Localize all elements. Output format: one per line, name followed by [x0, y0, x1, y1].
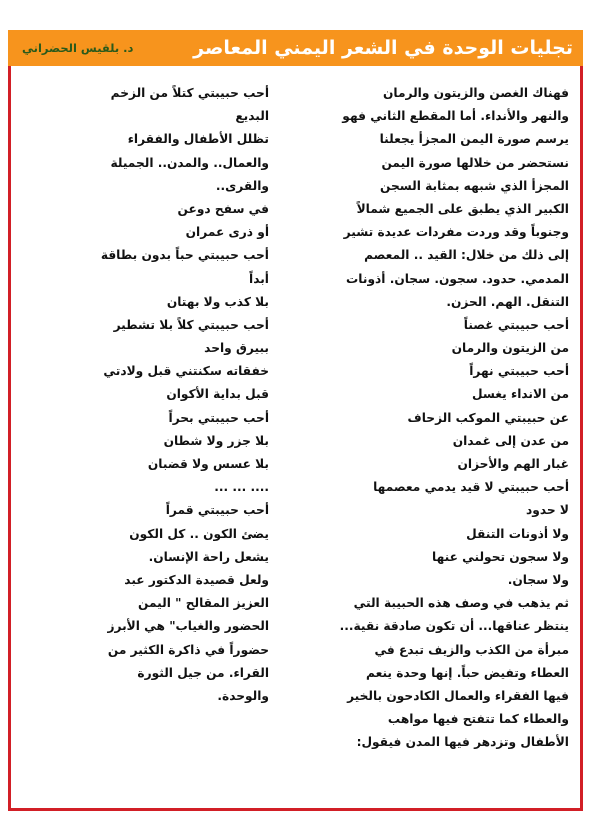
left-column-line: أحب حبيبتي حباً بدون بطاقة — [100, 248, 269, 263]
right-column-line: ولا سجون تحولني عنها — [432, 549, 569, 564]
left-column-line: أحب حبيبتي بحراً — [168, 410, 269, 425]
right-column-line: فيها الفقراء والعمال الكادحون بالخير — [347, 688, 569, 703]
left-column-line: والعمال.. والمدن.. الجميلة — [110, 155, 269, 170]
right-column-line: والعطاء كما تتفتح فيها مواهب — [387, 712, 569, 727]
right-column-line: أحب حبيبتي غصناً — [463, 317, 569, 332]
right-column-line: ولا أذونات التنقل — [466, 526, 569, 541]
left-column-line: أبداً — [249, 271, 269, 286]
left-column-line: بلا كذب ولا بهتان — [166, 294, 269, 309]
right-column-line: فهناك الغصن والزيتون والرمان — [382, 86, 569, 100]
right-column-line: نستحضر من خلالها صورة اليمن — [381, 155, 569, 170]
right-column-line: مبرأة من الكذب والزيف تبدع في — [374, 642, 569, 657]
right-column — [303, 82, 569, 754]
right-column-line: لا حدود — [526, 503, 569, 518]
right-column-line: عن حبيبتي الموكب الزحاف — [407, 410, 569, 425]
right-column-line: المجزأ الذي شبهه بمثابة السجن — [380, 178, 569, 193]
left-column-line: والوحدة. — [217, 688, 269, 703]
right-column-line: ثم يذهب في وصف هذه الحبيبة التي — [353, 596, 569, 611]
left-column-line: ببيرق واحد — [204, 341, 269, 356]
left-column-line: في سفح دوعن — [177, 201, 269, 216]
right-column-line: العطاء وتفيض حباً. إنها وحدة ينعم — [366, 665, 569, 680]
right-column-line: إلى ذلك من خلال: القيد .. المعصم — [364, 248, 569, 263]
right-column-line: من الانداء يغسل — [471, 387, 569, 402]
right-column-line: الكبير الذي يطبق على الجميع شمالاً — [356, 201, 569, 216]
left-column-line: خفقاته سكنتني قبل ولادتي — [103, 364, 269, 379]
right-column-line: ينتظر عناقها... أن تكون صادقة نقية... — [339, 619, 569, 634]
page-header — [8, 30, 583, 66]
left-column-line: القراء. من جيل الثورة — [137, 665, 269, 680]
left-column-line: يشعل راحة الإنسان. — [148, 549, 269, 564]
right-column-line: المدمي. حدود. سجون. سجان. أذونات — [346, 271, 569, 286]
author-name: د. بلقيس الحضراني — [22, 41, 134, 55]
right-column-line: أحب حبيبتي نهراً — [469, 364, 569, 379]
right-column-line: من عدن إلى غمدان — [452, 433, 569, 448]
right-column-line: يرسم صورة اليمن المجزأ يجعلنا — [379, 132, 569, 147]
left-column-line: يضئ الكون .. كل الكون — [129, 526, 269, 541]
right-column-line: أحب حبيبتي لا قيد يدمي معصمها — [373, 480, 569, 495]
left-column-line: حضوراً في ذاكرة الكثير من — [107, 642, 269, 657]
left-column-line: أو ذرى عمران — [185, 225, 269, 240]
right-column-line: التنقل. الهم. الحزن. — [446, 294, 569, 309]
left-column-line: البديع — [235, 109, 269, 124]
right-column-line: وجنوباً وقد وردت مفردات عديدة تشير — [343, 225, 569, 240]
left-column-line: ولعل قصيدة الدكتور عبد — [124, 572, 269, 587]
left-column-line: أحب حبيبتي قمراً — [165, 503, 269, 518]
left-column-line: بلا عسس ولا قضبان — [147, 457, 269, 471]
left-column-line: الحضور والغياب" هي الأبرز — [107, 619, 269, 634]
right-column-line: غبار الهم والأحزان — [457, 457, 569, 471]
left-column-line: تظلل الأطفال والفقراء — [127, 132, 269, 147]
left-column — [19, 82, 269, 708]
left-column-line: .... ... ... — [214, 480, 269, 495]
page-title: تجليات الوحدة في الشعر اليمني المعاصر — [193, 37, 573, 59]
left-column-line: والقرى.. — [215, 178, 269, 193]
left-column-line: العزيز المقالح " اليمن — [138, 596, 269, 611]
right-column-line: والنهر والأنداء. أما المقطع الثاني فهو — [342, 109, 569, 124]
left-column-line: بلا جزر ولا شطان — [163, 433, 269, 448]
left-column-line: أحب حبيبتي كتلاً من الزخم — [110, 86, 269, 100]
right-column-line: من الزيتون والرمان — [451, 341, 569, 356]
left-column-line: أحب حبيبتي كلاً بلا تشطير — [113, 317, 269, 332]
right-column-line: الأطفال وتزدهر فيها المدن فيقول: — [356, 735, 569, 750]
right-column-line: ولا سجان. — [507, 572, 569, 587]
left-column-line: قبل بداية الأكوان — [166, 387, 269, 402]
